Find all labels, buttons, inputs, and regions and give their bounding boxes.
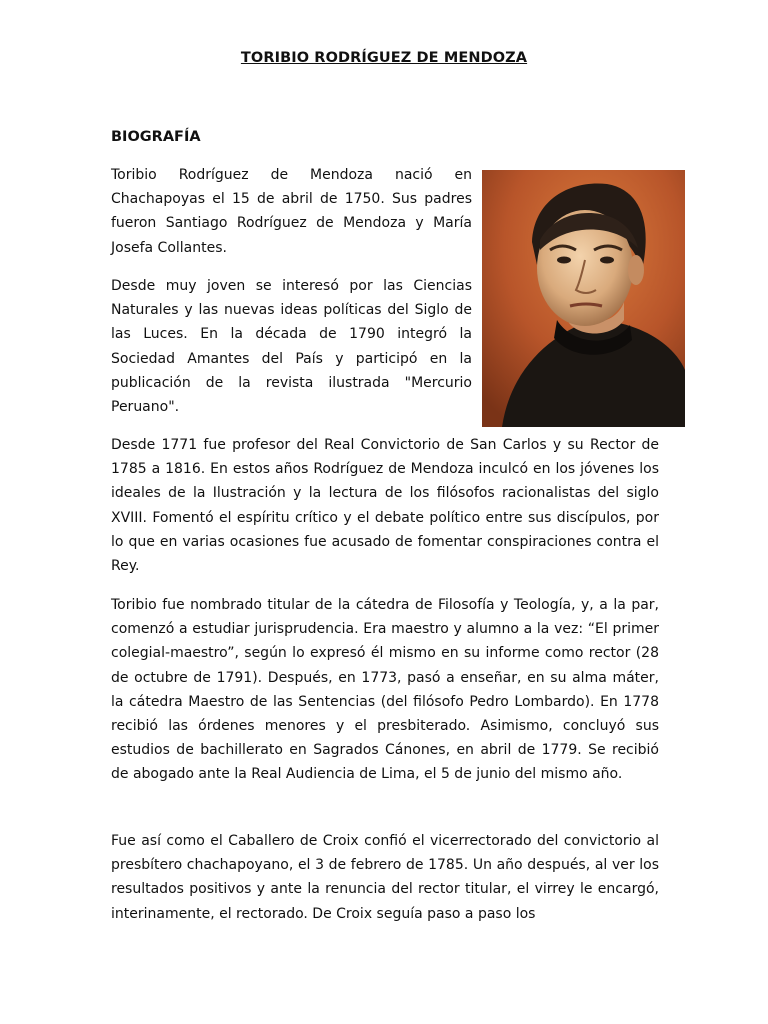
paragraph: Fue así como el Caballero de Croix confió el vicerrectorado del convictorio al presbítero chachapoyano, el 3 de febrero de 1785. Un año después, al ver los resultados positivos y ante la renuncia del rector titular, el virrey le encargó, interinamente, el rectorado. De Croix seguía paso a paso los	[111, 833, 659, 922]
paragraph: Toribio Rodríguez de Mendoza nació en Chachapoyas el 15 de abril de 1750. Sus padres fueron Santiago Rodríguez de Mendoza y María Josefa Collantes.	[111, 167, 472, 256]
paragraph: Toribio fue nombrado titular de la cátedra de Filosofía y Teología, y, a la par, comenzó a estudiar jurisprudencia. Era maestro y alumno a la vez: “El primer colegial-maestro”, según lo expresó él mismo en su informe como rector (28 de octubre de 1791). Después, en 1773, pasó a enseñar, en su alma máter, la cátedra Maestro de las Sentencias (del filósofo Pedro Lombardo). En 1778 recibió las órdenes menores y el presbiterado. Asimismo, concluyó sus estudios de bachillerato en Sagrados Cánones, en abril de 1779. Se recibió de abogado ante la Real Audiencia de Lima, el 5 de junio del mismo año.	[111, 597, 659, 783]
document-title: TORIBIO RODRÍGUEZ DE MENDOZA	[240, 50, 528, 66]
paragraph: Desde muy joven se interesó por las Ciencias Naturales y las nuevas ideas políticas del Siglo de las Luces. En la década de 1790 integró la Sociedad Amantes del País y participó en la publicación de la revista ilustrada "Mercurio Peruano".	[111, 278, 472, 416]
portrait-image	[482, 170, 685, 427]
paragraph: Desde 1771 fue profesor del Real Convictorio de San Carlos y su Rector de 1785 a 1816. En estos años Rodríguez de Mendoza inculcó en los jóvenes los ideales de la Ilustración y la lectura de los filósofos racionalistas del siglo XVIII. Fomentó el espíritu crítico y el debate político entre sus discípulos, por lo que en varias ocasiones fue acusado de fomentar conspiraciones contra el Rey.	[111, 437, 659, 575]
section-heading: BIOGRAFÍA	[111, 129, 201, 145]
